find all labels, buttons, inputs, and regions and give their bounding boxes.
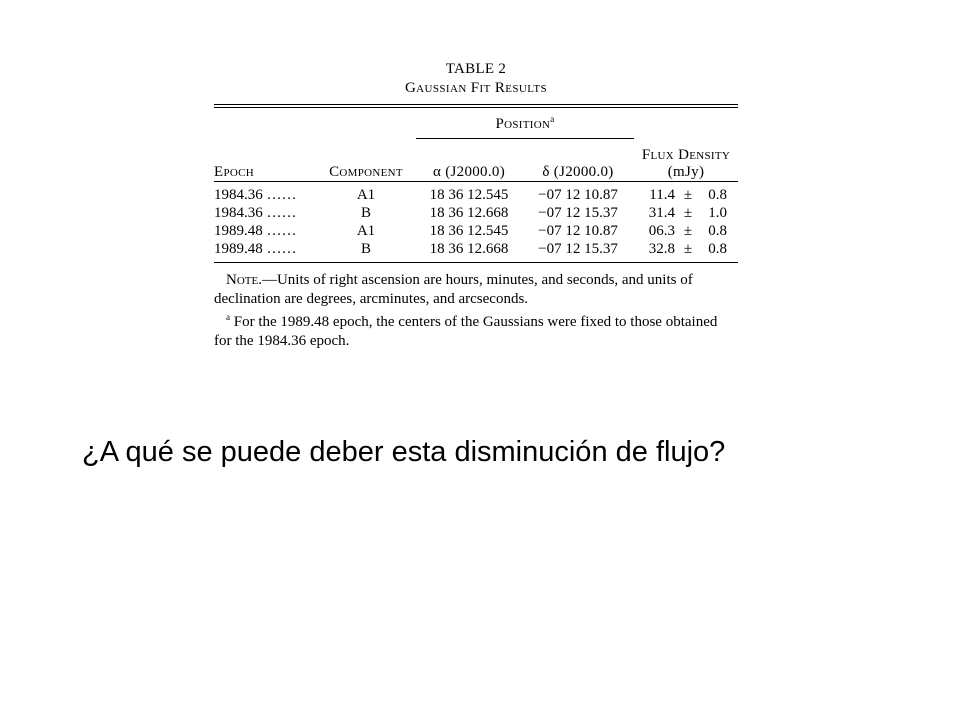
table-caption: TABLE 2 [445,61,507,77]
footnote-marker: a [226,312,230,322]
cell-epoch: 1989.48 …… [214,223,297,239]
cell-component: B [360,205,371,221]
header-position: Position$^a$ [416,108,634,139]
header-flux [634,139,738,182]
cell-dec: −07 12 15.37 [538,241,618,257]
table-footnote [214,308,738,350]
plus-minus: ± [683,223,693,239]
header-row-columns [214,139,738,182]
cell-component: A1 [356,187,376,203]
cell-flux [634,222,738,240]
flux-value: 11.4 [649,187,675,203]
gaussian-fit-table [214,108,738,263]
table-row [214,240,738,258]
header-row-group [214,108,738,139]
cell-epoch: 1984.36 …… [214,187,297,203]
cell-dec: −07 12 15.37 [538,205,618,221]
plus-minus: ± [683,187,693,203]
cell-ra: 18 36 12.545 [429,223,509,239]
header-flux-unit: (mJy) [667,164,705,180]
cell-dec: −07 12 10.87 [538,187,618,203]
flux-error: 0.8 [708,187,727,203]
cell-flux [634,204,738,222]
flux-error: 0.8 [708,241,727,257]
cell-epoch: 1984.36 …… [214,205,297,221]
table-row [214,186,738,204]
flux-value: 06.3 [648,223,675,239]
plus-minus: ± [683,241,693,257]
gaussian-fit-table-figure [214,60,738,350]
header-component: Component [329,164,403,180]
table-row [214,204,738,222]
flux-value: 32.8 [648,241,675,257]
flux-error: 0.8 [708,223,727,239]
cell-flux [634,240,738,258]
cell-component: A1 [356,223,376,239]
slide-question: ¿A qué se puede deber esta disminución de flujo? [82,436,726,468]
position-footnote-marker: a [550,113,555,124]
cell-dec: −07 12 10.87 [538,223,618,239]
cell-component: B [360,241,371,257]
note-label: Note. [226,272,262,288]
table-subcaption: Gaussian Fit Results [404,80,548,96]
header-dec: δ (J2000.0) [542,164,614,180]
cell-ra: 18 36 12.668 [429,241,509,257]
table-notes [214,271,738,350]
plus-minus: ± [683,205,693,221]
flux-error: 1.0 [708,205,727,221]
cell-ra: 18 36 12.545 [429,187,509,203]
flux-value: 31.4 [648,205,675,221]
note-text: —Units of right ascension are hours, minutes, and seconds, and units of declination are degrees, arcminutes, and arcseconds. [214,272,693,307]
header-flux-title: Flux Density [641,147,731,163]
table-row [214,222,738,240]
header-epoch: Epoch [214,164,255,180]
table-note [214,271,738,308]
table-bottom-rule [214,263,738,264]
cell-flux [634,186,738,204]
cell-epoch: 1989.48 …… [214,241,297,257]
footnote-text: For the 1989.48 epoch, the centers of the Gaussians were fixed to those obtained for the 1984.36 epoch. [214,314,718,349]
cell-ra: 18 36 12.668 [429,205,509,221]
header-ra: α (J2000.0) [433,164,505,180]
